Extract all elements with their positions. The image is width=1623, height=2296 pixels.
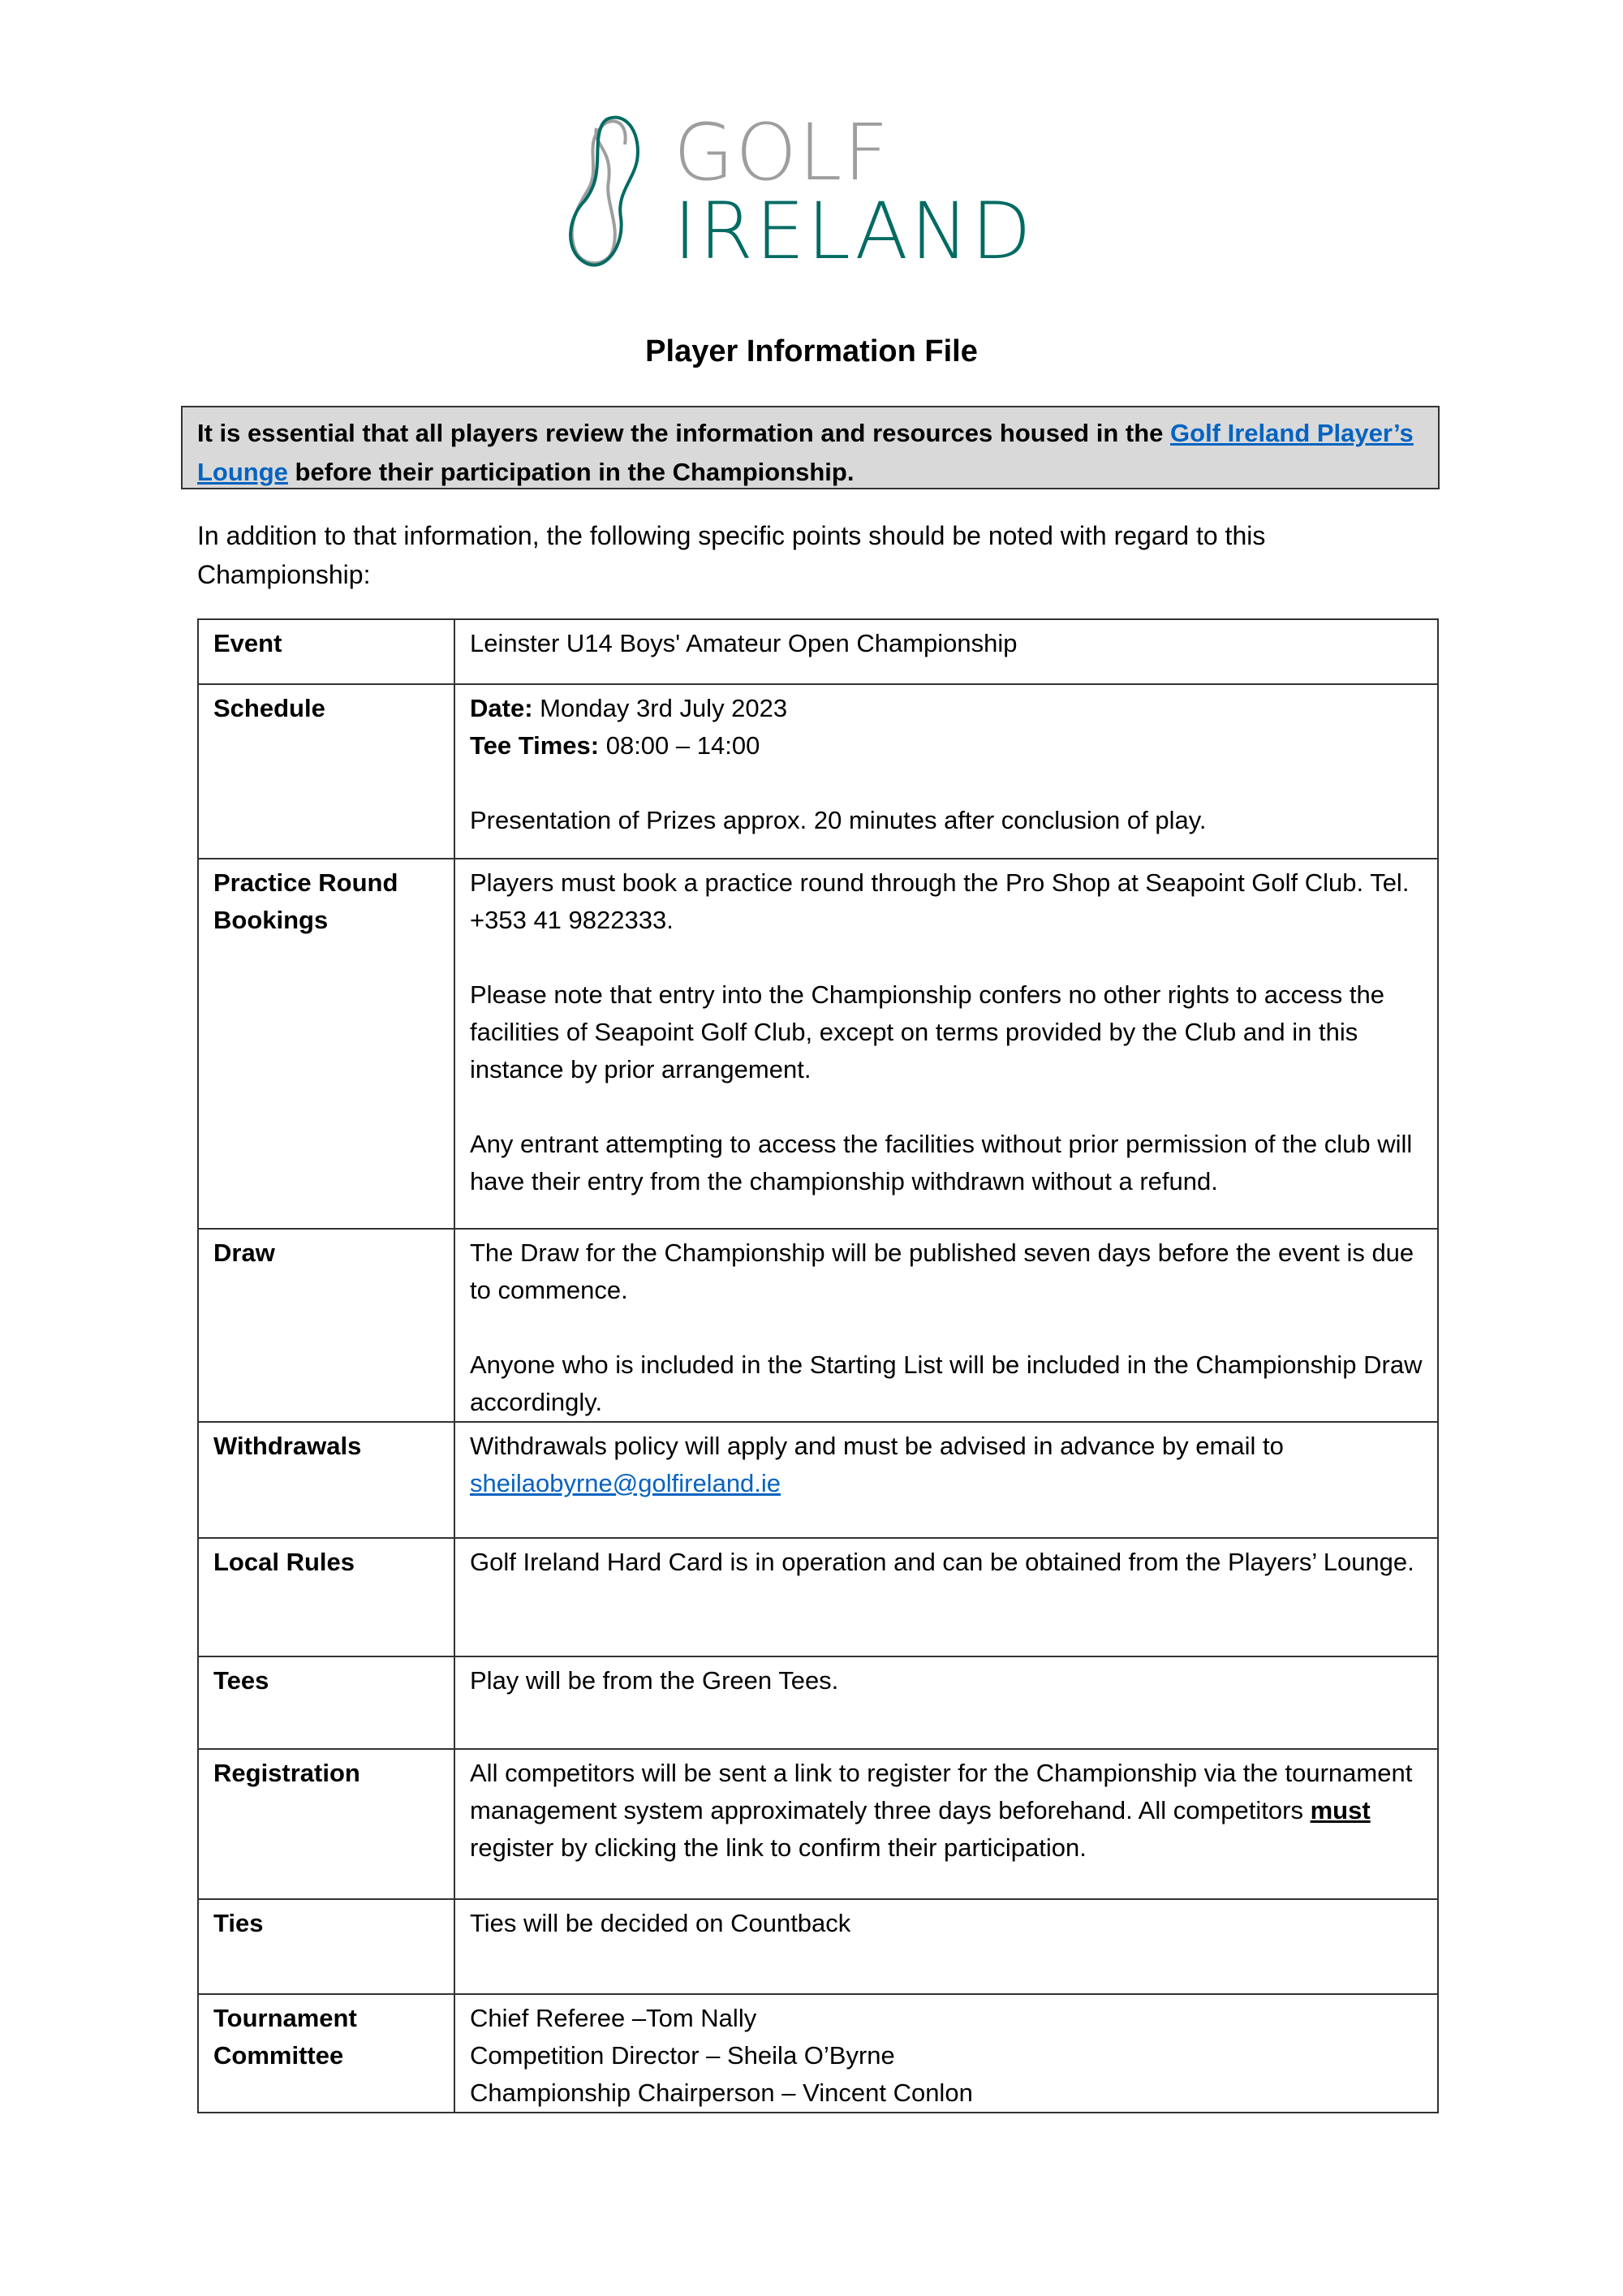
table-row-event <box>198 619 1438 684</box>
schedule-date <box>470 690 1423 727</box>
table-row-local-rules <box>198 1538 1438 1656</box>
table-row-draw <box>198 1229 1438 1422</box>
table-row-ties <box>198 1899 1438 1994</box>
committee-member: Competition Director – Sheila O’Byrne <box>470 2041 895 2070</box>
draw-p1: The Draw for the Championship will be published seven days before the event is due to commence. <box>470 1238 1414 1304</box>
draw-p2: Anyone who is included in the Starting List will be included in the Championship Draw accordingly. <box>470 1350 1423 1416</box>
row-value: Ties will be decided on Countback <box>454 1899 1438 1994</box>
registration-text-after: register by clicking the link to confirm their participation. <box>470 1833 1087 1862</box>
row-label-line: Practice Round <box>213 868 398 897</box>
notice-box <box>181 406 1440 489</box>
row-label: Local Rules <box>198 1538 454 1656</box>
row-value <box>454 1994 1438 2113</box>
players-lounge-link[interactable]: Golf Ireland Player’s Lounge <box>197 419 1414 486</box>
logo-text-ireland: IRELAND <box>674 186 1034 277</box>
row-label: Schedule <box>198 684 454 859</box>
practice-p3: Any entrant attempting to access the facilities without prior permission of the club will have their entry from the championship withdrawn without a refund. <box>470 1130 1413 1195</box>
practice-p1: Players must book a practice round through the Pro Shop at Seapoint Golf Club. Tel. +353 41 9822333. <box>470 868 1410 934</box>
row-value <box>454 1749 1438 1899</box>
row-label: Ties <box>198 1899 454 1994</box>
table-row-tees <box>198 1656 1438 1749</box>
golf-ireland-logo <box>564 107 1083 277</box>
row-value <box>454 684 1438 859</box>
row-value <box>454 1229 1438 1422</box>
logo-text-golf: GOLF <box>674 107 890 198</box>
table-row-committee <box>198 1994 1438 2113</box>
row-label-line: Bookings <box>213 906 329 934</box>
row-label: Event <box>198 619 454 684</box>
withdrawals-email-link[interactable]: sheilaobyrne@golfireland.ie <box>470 1469 781 1497</box>
row-label: Draw <box>198 1229 454 1422</box>
table-row-registration <box>198 1749 1438 1899</box>
practice-p2: Please note that entry into the Championship confers no other rights to access the facilities of Seapoint Golf Club, except on terms provided by the Club and in this instance by prior arrangement. <box>470 980 1384 1083</box>
row-value: Golf Ireland Hard Card is in operation and can be obtained from the Players’ Lounge. <box>454 1538 1438 1656</box>
row-label: Tees <box>198 1656 454 1749</box>
table-row-schedule <box>198 684 1438 859</box>
notice-text-before: It is essential that all players review the information and resources housed in the <box>197 419 1171 447</box>
row-value <box>454 859 1438 1229</box>
schedule-prizes: Presentation of Prizes approx. 20 minutes after conclusion of play. <box>470 806 1207 834</box>
tee-times-label: Tee Times: <box>470 731 600 760</box>
row-label-line: Committee <box>213 2041 344 2070</box>
notice-text-after: before their participation in the Championship. <box>287 458 855 486</box>
row-label: Withdrawals <box>198 1422 454 1538</box>
row-label-line: Tournament <box>213 2004 357 2032</box>
table-row-withdrawals <box>198 1422 1438 1538</box>
withdrawals-text: Withdrawals policy will apply and must be advised in advance by email to <box>470 1432 1284 1460</box>
committee-member: Championship Chairperson – Vincent Conlon <box>470 2078 973 2107</box>
committee-member: Chief Referee –Tom Nally <box>470 2004 757 2032</box>
row-value <box>454 1422 1438 1538</box>
golf-ireland-emblem-icon <box>564 112 669 274</box>
intro-paragraph: In addition to that information, the following specific points should be noted with regard to this Championship: <box>197 521 1266 589</box>
championship-info-table <box>197 618 1439 2113</box>
table-row-practice-round <box>198 859 1438 1229</box>
row-label <box>198 1994 454 2113</box>
registration-emphasis: must <box>1310 1796 1371 1824</box>
date-value: Monday 3rd July 2023 <box>532 694 788 722</box>
schedule-tee-times <box>470 727 1423 765</box>
date-label: Date: <box>470 694 533 722</box>
row-label <box>198 859 454 1229</box>
row-value: Leinster U14 Boys' Amateur Open Championship <box>454 619 1438 684</box>
registration-text-before: All competitors will be sent a link to register for the Championship via the tournament management system approximately three days beforehand. All competitors <box>470 1759 1413 1824</box>
page-title: Player Information File <box>645 334 978 368</box>
tee-times-value: 08:00 – 14:00 <box>599 731 760 760</box>
row-value: Play will be from the Green Tees. <box>454 1656 1438 1749</box>
row-label: Registration <box>198 1749 454 1899</box>
